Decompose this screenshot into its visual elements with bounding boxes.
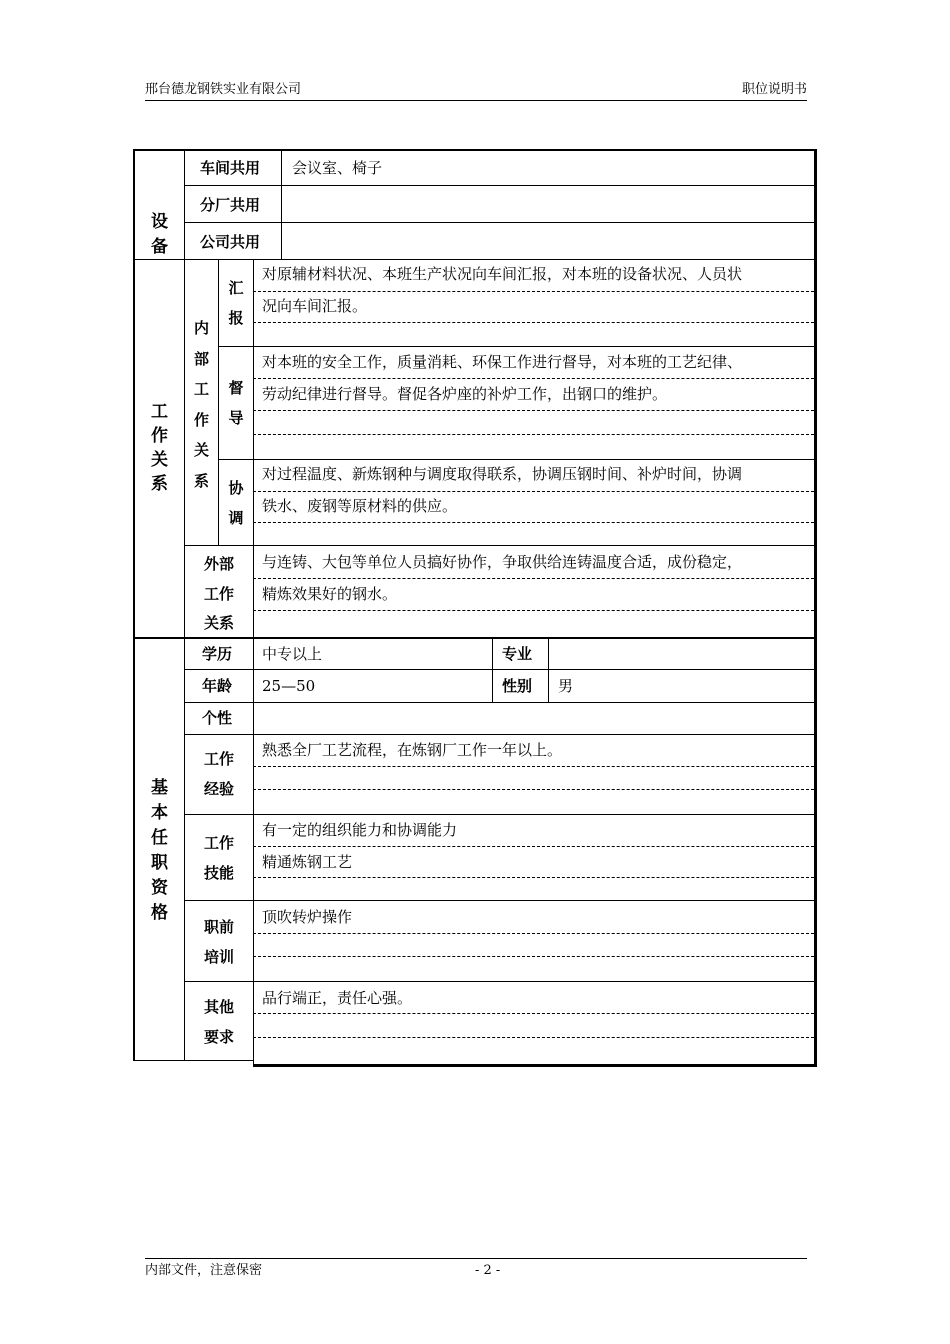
experience-line-1: 熟悉全厂工艺流程，在炼钢厂工作一年以上。 [262,741,563,759]
label-work-skills: 工作 技能 [203,834,234,882]
section-label-equipment: 设 备 [151,212,168,257]
coordinate-line-1: 对过程温度、新炼钢种与调度取得联系，协调压钢时间、补炉时间，协调 [262,465,743,483]
supervise-line-2: 劳动纪律进行督导。督促各炉座的补炉工作，出钢口的维护。 [262,385,668,403]
skills-line-2: 精通炼钢工艺 [262,853,353,871]
label-age: 年龄 [202,677,233,695]
report-line-1: 对原辅材料状况、本班生产状况向车间汇报，对本班的设备状况、人员状 [262,265,743,283]
value-age: 25—50 [262,677,316,695]
label-pre-job-training: 职前 培训 [203,918,234,966]
value-education: 中专以上 [262,645,323,663]
skills-line-1: 有一定的组织能力和协调能力 [262,821,458,839]
label-external-relations: 外部 工作 关系 [203,555,234,632]
label-other-requirements: 其他 要求 [203,998,234,1046]
label-education: 学历 [202,645,233,663]
value-workshop-shared: 会议室、椅子 [292,159,383,177]
label-coordinate: 协 调 [228,479,244,527]
coordinate-line-2: 铁水、废钢等原材料的供应。 [262,497,458,515]
other-line-1: 品行端正，责任心强。 [262,989,413,1007]
document-type: 职位说明书 [741,82,807,97]
confidentiality-note: 内部文件，注意保密 [145,1263,263,1278]
label-workshop-shared: 车间共用 [200,159,261,177]
training-line-1: 顶吹转炉操作 [262,908,353,926]
external-line-1: 与连铸、大包等单位人员搞好协作，争取供给连铸温度合适，成份稳定， [262,553,743,571]
section-label-qualifications: 基 本 任 职 资 格 [151,778,168,923]
value-gender: 男 [558,677,574,695]
page-number: - 2 - [475,1263,501,1278]
label-personality: 个性 [202,709,233,727]
report-line-2: 况向车间汇报。 [262,297,368,315]
section-label-work-relations: 工 作 关 系 [151,402,168,494]
external-line-2: 精炼效果好的钢水。 [262,585,398,603]
label-supervise: 督 导 [228,379,244,427]
label-gender: 性别 [502,677,533,695]
label-work-experience: 工作 经验 [203,750,234,798]
label-company-shared: 公司共用 [200,233,261,251]
label-major: 专业 [502,645,533,663]
label-report: 汇 报 [228,279,244,327]
label-branch-shared: 分厂共用 [200,196,261,214]
company-name: 邢台德龙钢铁实业有限公司 [145,82,302,97]
page-footer [145,1258,807,1283]
label-internal-relations: 内 部 工 作 关 系 [193,319,209,490]
supervise-line-1: 对本班的安全工作，质量消耗、环保工作进行督导，对本班的工艺纪律、 [262,353,743,371]
